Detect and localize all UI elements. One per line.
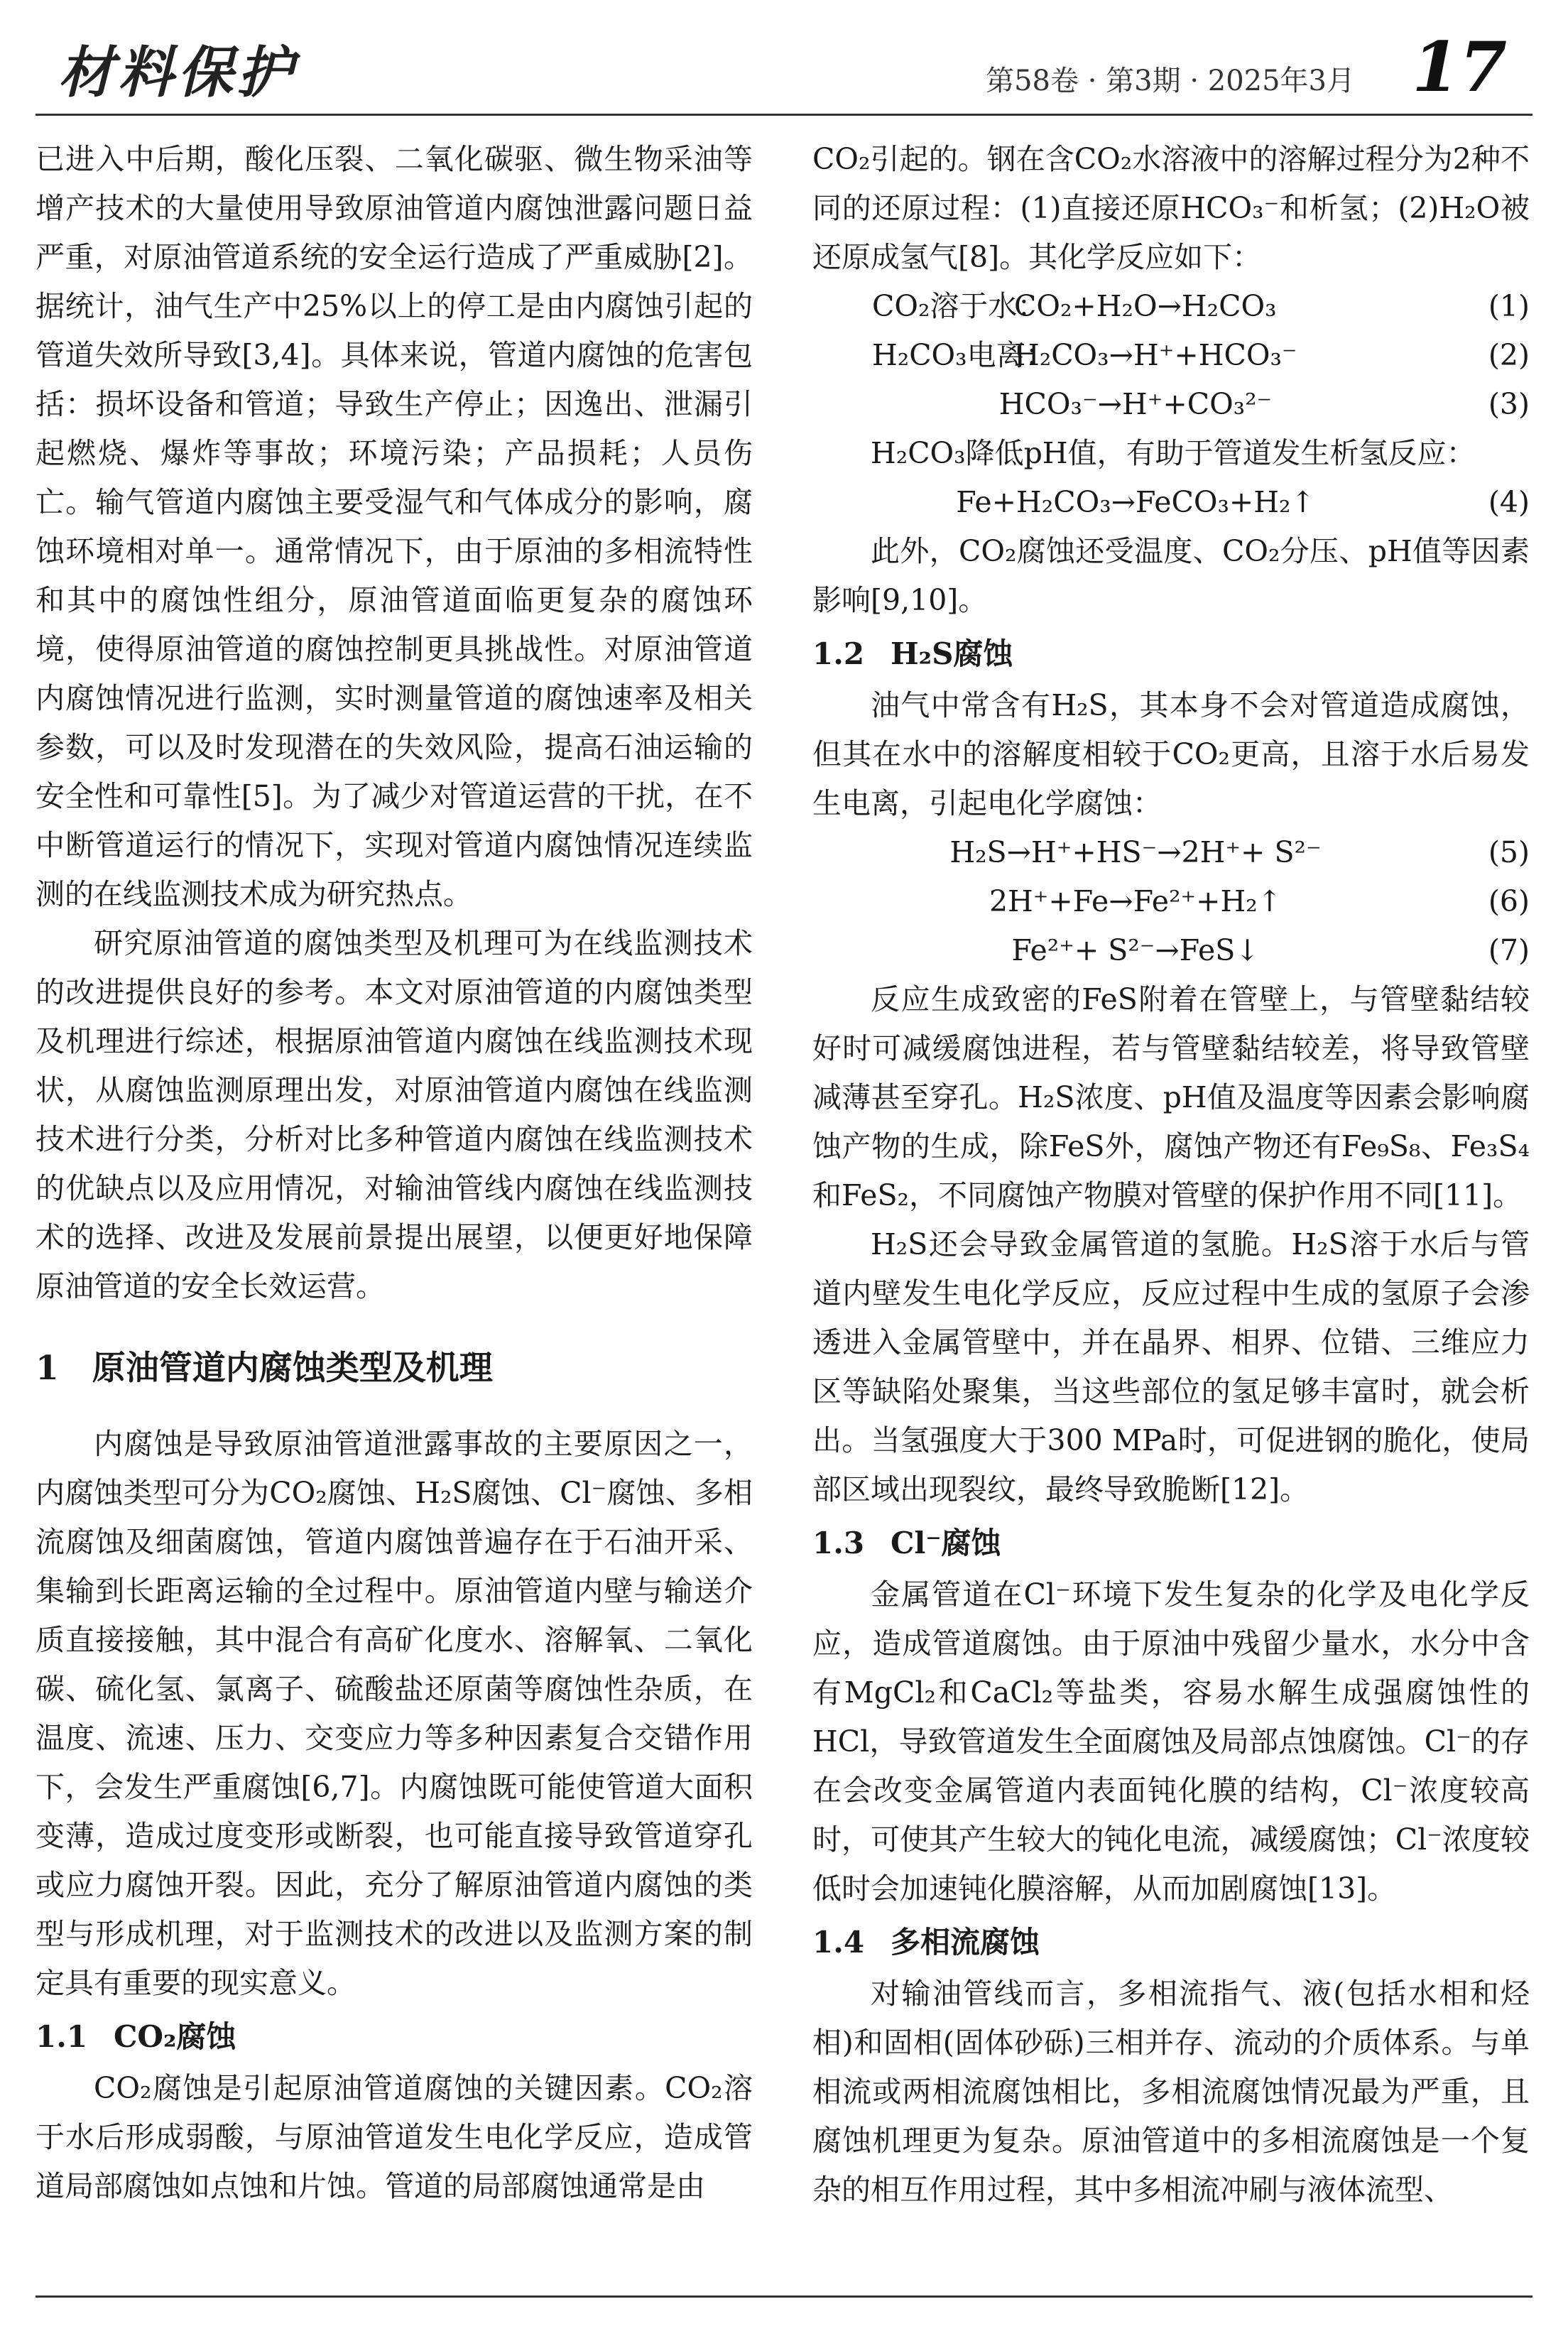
subsection-number: 1.3 (812, 1526, 865, 1560)
subsection-title: 多相流腐蚀 (891, 1925, 1040, 1960)
issue-info: 第58卷 · 第3期 · 2025年3月 (986, 65, 1355, 97)
paragraph: CO₂腐蚀是引起原油管道腐蚀的关键因素。CO₂溶于水后形成弱酸，与原油管道发生电化学反应，造成管道局部腐蚀如点蚀和片蚀。管道的局部腐蚀通常是由 (36, 2071, 753, 2203)
equation-body: H₂S→H⁺+HS⁻→2H⁺+ S²⁻ (949, 835, 1322, 869)
equation-label: CO₂溶于水： (872, 289, 1047, 323)
equation-number: (4) (1488, 485, 1530, 519)
equation-number: (6) (1488, 884, 1530, 918)
equation-body: Fe²⁺+ S²⁻→FeS↓ (1011, 933, 1260, 967)
footer-rule (36, 2295, 1532, 2298)
page-header (0, 0, 1568, 121)
paragraph: 此外，CO₂腐蚀还受温度、CO₂分压、pH值等因素影响[9,10]。 (812, 534, 1530, 617)
subsection-number: 1.4 (812, 1925, 865, 1960)
equation-number: (1) (1488, 289, 1530, 323)
section-heading: 1 原油管道内腐蚀类型及机理 (36, 1349, 493, 1388)
equation-body: H₂CO₃→H⁺+HCO₃⁻ (1014, 338, 1297, 372)
journal-logo: 材料保护 (58, 40, 298, 105)
subsection-title: CO₂腐蚀 (114, 2019, 236, 2054)
equation-body: 2H⁺+Fe→Fe²⁺+H₂↑ (989, 884, 1283, 918)
paragraph: 研究原油管道的腐蚀类型及机理可为在线监测技术的改进提供良好的参考。本文对原油管道的内腐蚀类型及机理进行综述，根据原油管道内腐蚀在线监测技术现状，从腐蚀监测原理出发，对原油管道内腐蚀在线监测技术进行分类，分析对比多种管道内腐蚀在线监测技术的优缺点以及应用情况，对输油管线内腐蚀在线监测技术的选择、改进及发展前景提出展望，以便更好地保障原油管道的安全长效运营。 (36, 926, 753, 1303)
equation-body: Fe+H₂CO₃→FeCO₃+H₂↑ (956, 485, 1315, 519)
equation (812, 282, 1530, 331)
equation-number: (2) (1488, 338, 1530, 372)
equation-number: (7) (1488, 933, 1530, 967)
paragraph: 油气中常含有H₂S，其本身不会对管道造成腐蚀，但其在水中的溶解度相较于CO₂更高，且溶于水后易发生电离，引起电化学腐蚀： (812, 688, 1530, 820)
equation-body: CO₂+H₂O→H₂CO₃ (1014, 289, 1277, 323)
paragraph: H₂S还会导致金属管道的氢脆。H₂S溶于水后与管道内壁发生电化学反应，反应过程中生成的氢原子会渗透进入金属管壁中，并在晶界、相界、位错、三维应力区等缺陷处聚集，当这些部位的氢足够丰富时，就会析出。当氢强度大于300 MPa时，可促进钢的脆化，使局部区域出现裂纹，最终导致脆断[12]。 (812, 1227, 1530, 1506)
equation-number: (5) (1488, 835, 1530, 869)
subsection-heading (36, 2012, 753, 2061)
subsection-heading (812, 629, 1530, 678)
equation (812, 478, 1530, 527)
subsection-number: 1.1 (36, 2019, 88, 2054)
page-number: 17 (1412, 27, 1507, 107)
right-column (812, 135, 1530, 2215)
equation (812, 331, 1530, 380)
equation (812, 926, 1530, 975)
equation-body: HCO₃⁻→H⁺+CO₃²⁻ (998, 387, 1273, 421)
paragraph: 金属管道在Cl⁻环境下发生复杂的化学及电化学反应，造成管道腐蚀。由于原油中残留少量水，水分中含有MgCl₂和CaCl₂等盐类，容易水解生成强腐蚀性的HCl，导致管道发生全面腐蚀及局部点蚀腐蚀。Cl⁻的存在会改变金属管道内表面钝化膜的结构，Cl⁻浓度较高时，可使其产生较大的钝化电流，减缓腐蚀；Cl⁻浓度较低时会加速钝化膜溶解，从而加剧腐蚀[13]。 (812, 1577, 1530, 1906)
subsection-heading (812, 1518, 1530, 1567)
subsection-title: H₂S腐蚀 (891, 636, 1013, 671)
paragraph: 对输油管线而言，多相流指气、液(包括水相和烃相)和固相(固体砂砾)三相并存、流动的介质体系。与单相流或两相流腐蚀相比，多相流腐蚀情况最为严重，且腐蚀机理更为复杂。原油管道中的多相流腐蚀是一个复杂的相互作用过程，其中多相流冲刷与液体流型、 (812, 1977, 1530, 2207)
subsection-number: 1.2 (812, 636, 865, 671)
header-rule (36, 114, 1532, 116)
paragraph: 反应生成致密的FeS附着在管壁上，与管壁黏结较好时可减缓腐蚀进程，若与管壁黏结较差，将导致管壁减薄甚至穿孔。H₂S浓度、pH值及温度等因素会影响腐蚀产物的生成，除FeS外，腐蚀产物还有Fe₉S₈、Fe₃S₄和FeS₂，不同腐蚀产物膜对管壁的保护作用不同[11]。 (812, 982, 1530, 1212)
subsection-title: Cl⁻腐蚀 (891, 1526, 1001, 1560)
equation-label: H₂CO₃电离： (872, 338, 1055, 372)
equation (812, 380, 1530, 429)
paragraph: 内腐蚀是导致原油管道泄露事故的主要原因之一，内腐蚀类型可分为CO₂腐蚀、H₂S腐蚀、Cl⁻腐蚀、多相流腐蚀及细菌腐蚀，管道内腐蚀普遍存在于石油开采、集输到长距离运输的全过程中。原油管道内壁与输送介质直接接触，其中混合有高矿化度水、溶解氧、二氧化碳、硫化氢、氯离子、硫酸盐还原菌等腐蚀性杂质，在温度、流速、压力、交变应力等多种因素复合交错作用下，会发生严重腐蚀[6,7]。内腐蚀既可能使管道大面积变薄，造成过度变形或断裂，也可能直接导致管道穿孔或应力腐蚀开裂。因此，充分了解原油管道内腐蚀的类型与形成机理，对于监测技术的改进以及监测方案的制定具有重要的现实意义。 (36, 1427, 753, 2000)
subsection-heading (812, 1918, 1530, 1967)
paragraph: 已进入中后期，酸化压裂、二氧化碳驱、微生物采油等增产技术的大量使用导致原油管道内腐蚀泄露问题日益严重，对原油管道系统的安全运行造成了严重威胁[2]。据统计，油气生产中25%以上的停工是由内腐蚀引起的管道失效所导致[3,4]。具体来说，管道内腐蚀的危害包括：损坏设备和管道；导致生产停止；因逸出、泄漏引起燃烧、爆炸等事故；环境污染；产品损耗；人员伤亡。输气管道内腐蚀主要受湿气和气体成分的影响，腐蚀环境相对单一。通常情况下，由于原油的多相流特性和其中的腐蚀性组分，原油管道面临更复杂的腐蚀环境，使得原油管道的腐蚀控制更具挑战性。对原油管道内腐蚀情况进行监测，实时测量管道的腐蚀速率及相关参数，可以及时发现潜在的失效风险，提高石油运输的安全性和可靠性[5]。为了减少对管道运营的干扰，在不中断管道运行的情况下，实现对管道内腐蚀情况连续监测的在线监测技术成为研究热点。 (36, 142, 753, 911)
paragraph: H₂CO₃降低pH值，有助于管道发生析氢反应： (871, 436, 1476, 470)
equation-number: (3) (1488, 387, 1530, 421)
equation (812, 828, 1530, 877)
paragraph: CO₂引起的。钢在含CO₂水溶液中的溶解过程分为2种不同的还原过程：(1)直接还原HCO₃⁻和析氢；(2)H₂O被还原成氢气[8]。其化学反应如下： (812, 142, 1530, 274)
equation (812, 877, 1530, 926)
left-column (36, 135, 753, 2211)
